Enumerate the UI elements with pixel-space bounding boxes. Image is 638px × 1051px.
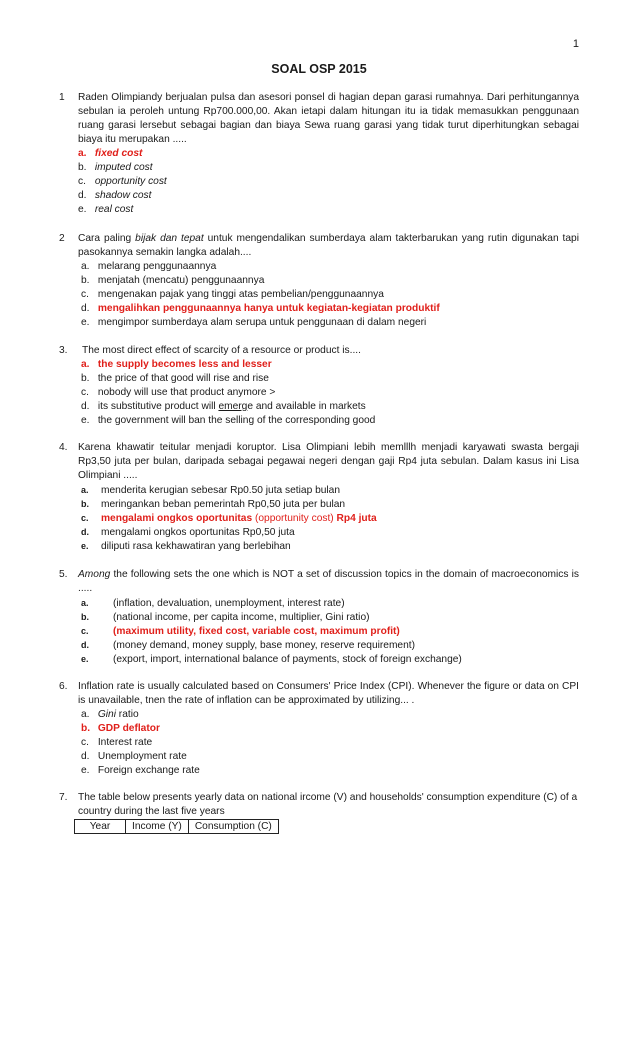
option-e: e. real cost xyxy=(78,204,134,215)
option-b: b. GDP deflator xyxy=(81,723,160,734)
question-2 xyxy=(59,232,579,330)
options xyxy=(78,147,579,217)
option-e: e. (export, import, international balance of payments, stock of foreign exchange) xyxy=(81,654,462,665)
question-7 xyxy=(59,791,579,834)
option-a: a. the supply becomes less and lesser xyxy=(81,359,272,370)
answer-text: fixed cost xyxy=(94,148,143,159)
option-a: a. melarang penggunaannya xyxy=(81,261,217,272)
option-c: c. mengalami ongkos oportunitas (opportunity cost) Rp4 juta xyxy=(81,513,377,524)
question-text: Cara paling bijak dan tepat untuk mengendalikan sumberdaya alam takterbarukan yang rutin digunakan tapi pasokannya semakin langka adalah.... xyxy=(78,233,579,258)
table-header-consumption: Consumption (C) xyxy=(188,820,278,834)
page-title: SOAL OSP 2015 xyxy=(271,62,367,76)
question-number: 3. xyxy=(59,345,68,356)
page-number: 1 xyxy=(572,38,579,50)
question-text: Karena khawatir teitular menjadi koruptor. Lisa Olimpiani lebih memlllh menjadi karyawati swasta bergaji Rp3,50 juta per bulan, daripada sebagai pegawai negeri dengan gaji Rp4 juta sebulan. Dalam kasus ini Lisa Olimpiani ..... xyxy=(78,442,579,481)
question-text: Inflation rate is usually calculated based on Consumers' Price Index (CPI). Whenever the figure or data on CPI is unavailable, tnen the rate of inflation can be approximated by utilizing... . xyxy=(78,681,579,706)
answer-text: GDP deflator xyxy=(97,723,160,734)
option-c: c. nobody will use that product anymore > xyxy=(81,387,276,398)
option-d: d. mengalami ongkos oportunitas Rp0,50 juta xyxy=(81,527,295,538)
table-header-row xyxy=(75,820,279,834)
option-a: a. menderita kerugian sebesar Rp0.50 juta setiap bulan xyxy=(81,485,340,496)
answer-text: the supply becomes less and lesser xyxy=(97,359,272,370)
option-b: b. meringankan beban pemerintah Rp0,50 juta per bulan xyxy=(81,499,346,510)
options xyxy=(81,708,579,778)
option-d: d. Unemployment rate xyxy=(81,751,187,762)
option-c: c. Interest rate xyxy=(81,737,153,748)
option-e: e. diliputi rasa kekhawatiran yang berlebihan xyxy=(81,541,291,552)
option-b: b. menjatah (mencatu) penggunaannya xyxy=(81,275,265,286)
option-a: a. fixed cost xyxy=(78,148,143,159)
question-1 xyxy=(59,91,579,217)
question-text: Raden Olimpiandy berjualan pulsa dan asesori ponsel di hagian depan garasi rumahnya. Dari perhitungannya sebulan ia peroleh untung Rp700.000,00. Akan ietapi dalam hitungan itu ia tidak memasukkan penggunaan ruang garasi lersebut sebagai bagian dan biaya Sewa ruang garasi yang tidak turut diperhitungkan sebagai biaya itu merupakan ..... xyxy=(78,92,579,145)
question-number: 4. xyxy=(59,442,68,453)
data-table xyxy=(74,819,279,834)
option-d: d. (money demand, money supply, base money, reserve requirement) xyxy=(81,640,415,651)
answer-text: mengalihkan penggunaannya hanya untuk kegiatan-kegiatan produktif xyxy=(97,303,440,314)
question-number: 2 xyxy=(59,233,65,244)
question-5 xyxy=(59,568,579,666)
option-b: b. (national income, per capita income, multiplier, Gini ratio) xyxy=(81,612,370,623)
option-b: b. the price of that good will rise and rise xyxy=(81,373,269,384)
options xyxy=(81,260,579,330)
answer-text: mengalami ongkos oportunitas xyxy=(101,513,253,524)
question-text: Among the following sets the one which is NOT a set of discussion topics in the domain of macroeconomics is ..... xyxy=(78,569,579,594)
option-c: c. (maximum utility, fixed cost, variable cost, maximum profit) xyxy=(81,626,400,637)
option-e: e. Foreign exchange rate xyxy=(81,765,200,776)
table-header-income: Income (Y) xyxy=(126,820,189,834)
option-d: d. its substitutive product will emerge and available in markets xyxy=(81,401,366,412)
option-e: e. the government will ban the selling of the corresponding good xyxy=(81,415,376,426)
option-e: e. mengimpor sumberdaya alam serupa untuk penggunaan di dalam negeri xyxy=(81,317,427,328)
table-header-year: Year xyxy=(75,820,126,834)
question-number: 6. xyxy=(59,681,68,692)
question-number: 1 xyxy=(59,92,65,103)
options xyxy=(81,596,579,666)
option-d: d. mengalihkan penggunaannya hanya untuk kegiatan-kegiatan produktif xyxy=(81,303,440,314)
question-text: The table below presents yearly data on national ircome (V) and households' consumption expenditure (C) of a country during the last five years xyxy=(78,792,578,817)
question-number: 7. xyxy=(59,792,68,803)
option-c: c. opportunity cost xyxy=(78,176,167,187)
option-d: d. shadow cost xyxy=(78,190,152,201)
question-4 xyxy=(59,441,579,553)
question-3 xyxy=(59,344,579,428)
option-b: b. imputed cost xyxy=(78,162,153,173)
answer-text: (maximum utility, fixed cost, variable cost, maximum profit) xyxy=(113,626,400,637)
options xyxy=(81,483,579,553)
option-c: c. mengenakan pajak yang tinggi atas pembelian/penggunaannya xyxy=(81,289,384,300)
option-a: a. (inflation, devaluation, unemployment, interest rate) xyxy=(81,598,345,609)
options xyxy=(81,358,579,428)
question-number: 5. xyxy=(59,569,68,580)
question-text: The most direct effect of scarcity of a resource or product is.... xyxy=(82,345,361,356)
question-6 xyxy=(59,680,579,778)
option-a: a. Gini ratio xyxy=(81,709,139,720)
